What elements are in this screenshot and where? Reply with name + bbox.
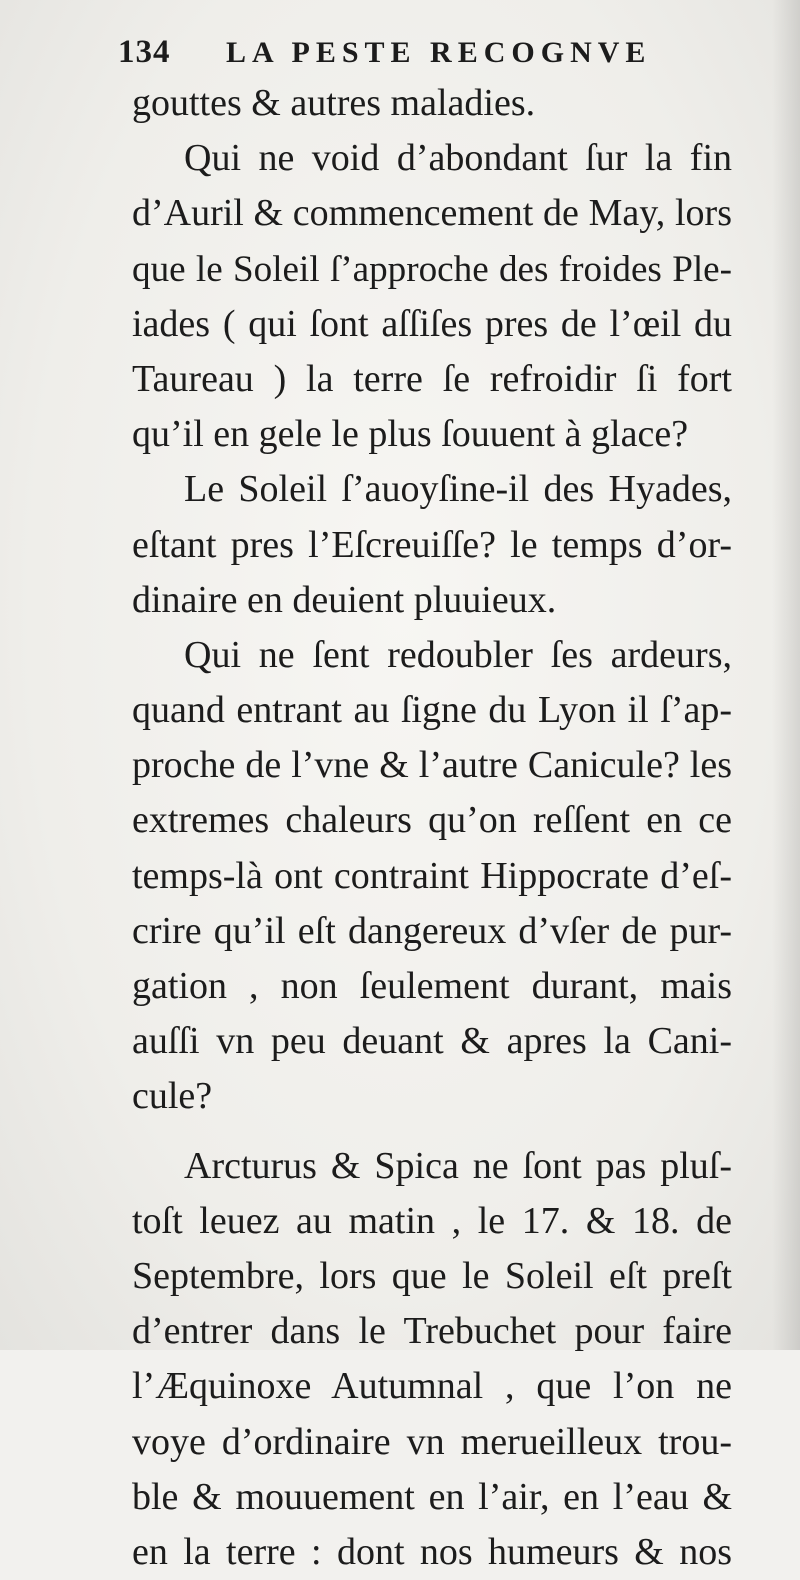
text-line: en la terre : dont nos humeurs & nos xyxy=(132,1530,732,1573)
text-line: Le Soleil ſ’auoyſine-il des Hyades, xyxy=(184,468,732,511)
text-line: voye d’ordinaire vn merueilleux trou- xyxy=(132,1420,732,1463)
page-number: 134 xyxy=(118,34,171,70)
page-header xyxy=(118,30,738,76)
text-line: eſtant pres l’Eſcreuiſſe? le temps d’or- xyxy=(132,523,732,566)
text-line: d’Auril & commencement de May, lors xyxy=(132,192,732,235)
text-line: gation , non ſeulement durant, mais xyxy=(132,965,732,1007)
text-line: qu’il en gele le plus ſouuent à glace? xyxy=(132,413,689,456)
text-line: l’Æquinoxe Autumnal , que l’on ne xyxy=(132,1365,732,1408)
paragraph xyxy=(132,131,732,462)
text-line: d’entrer dans le Trebuchet pour faire xyxy=(132,1310,732,1353)
text-line: Qui ne void d’abondant ſur la fin xyxy=(184,137,732,180)
text-line: quand entrant au ſigne du Lyon il ſ’ap- xyxy=(132,689,732,732)
paragraph xyxy=(132,462,732,628)
body-text xyxy=(132,76,732,1580)
text-line: Septembre, lors que le Soleil eſt preſt xyxy=(132,1254,732,1297)
text-line: Arcturus & Spica ne ſont pas pluſ- xyxy=(184,1144,732,1187)
text-line: Qui ne ſent redoubler ſes ardeurs, xyxy=(184,633,732,676)
text-line: dinaire en deuient pluuieux. xyxy=(132,578,557,621)
running-title: LA PESTE RECOGNVE xyxy=(226,36,652,69)
paragraph xyxy=(132,1139,732,1580)
text-line: crire qu’il eſt dangereux d’vſer de pur- xyxy=(132,909,732,952)
text-line: extremes chaleurs qu’on reſſent en ce xyxy=(132,799,732,842)
text-line: ble & mouuement en l’air, en l’eau & xyxy=(132,1475,732,1518)
text-line: toſt leuez au matin , le 17. & 18. de xyxy=(132,1199,732,1242)
text-line: auſſi vn peu deuant & apres la Cani- xyxy=(132,1020,732,1063)
text-line: temps-là ont contraint Hippocrate d’eſ- xyxy=(132,854,732,897)
page-edge-shadow xyxy=(772,0,800,1350)
text-line: cule? xyxy=(132,1075,213,1118)
text-line: iades ( qui ſont aſſiſes pres de l’œil du xyxy=(132,302,732,345)
text-line: gouttes & autres maladies. xyxy=(132,82,536,124)
paragraph xyxy=(132,628,732,1125)
text-line: que le Soleil ſ’approche des froides Ple- xyxy=(132,248,732,290)
paragraph xyxy=(132,76,732,131)
text-line: proche de l’vne & l’autre Canicule? les xyxy=(132,744,732,787)
text-line: Taureau ) la terre ſe refroidir ſi fort xyxy=(132,357,732,400)
